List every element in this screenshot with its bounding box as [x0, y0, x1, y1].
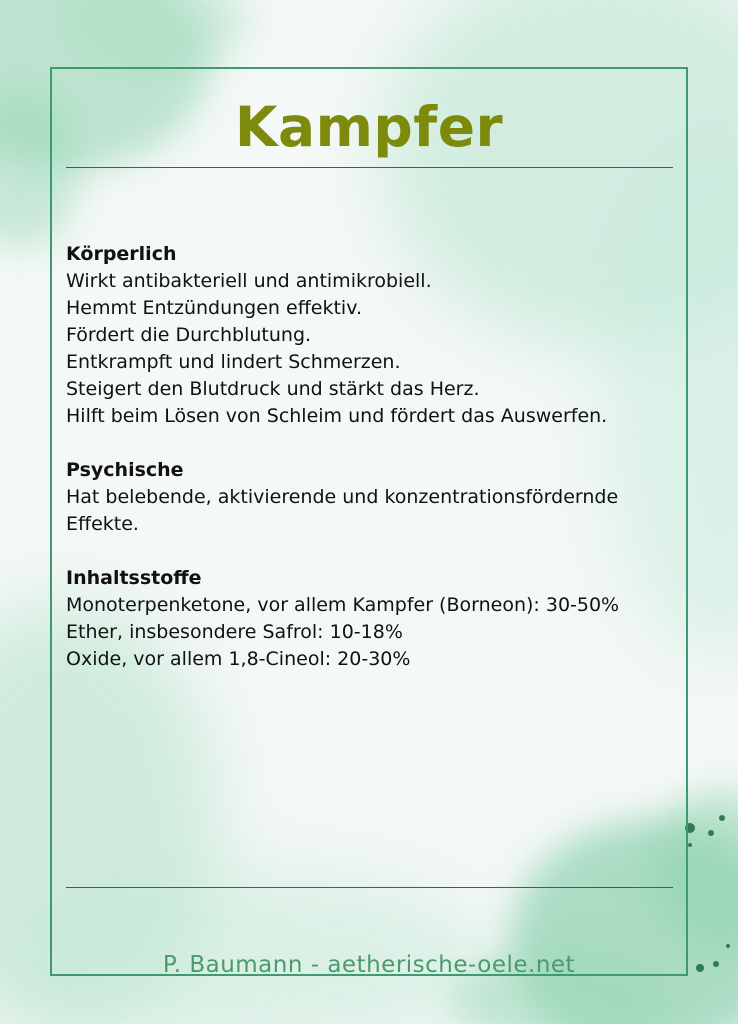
- text-line: Wirkt antibakteriell und antimikrobiell.: [66, 270, 432, 292]
- footer-credit: P. Baumann - aetherische-oele.net: [162, 952, 576, 978]
- section-inhaltsstoffe: [66, 565, 681, 673]
- page-title: Kampfer: [234, 95, 504, 159]
- text-line: Hemmt Entzündungen effektiv.: [66, 297, 363, 319]
- text-line: Hat belebende, aktivierende und konzentrationsfördernde: [66, 486, 619, 508]
- text-line: Oxide, vor allem 1,8-Cineol: 20-30%: [66, 648, 411, 670]
- section-koerperlich: [66, 241, 681, 430]
- section-heading: Inhaltsstoffe: [66, 567, 202, 589]
- text-line: Ether, insbesondere Safrol: 10-18%: [66, 621, 403, 643]
- top-divider: [66, 167, 673, 168]
- content: [66, 241, 681, 700]
- section-psychische: [66, 457, 681, 538]
- bottom-divider: [66, 887, 673, 888]
- text-line: Fördert die Durchblutung.: [66, 324, 312, 346]
- text-line: Effekte.: [66, 513, 139, 535]
- text-line: Entkrampft und lindert Schmerzen.: [66, 351, 401, 373]
- text-line: Steigert den Blutdruck und stärkt das Herz.: [66, 378, 480, 400]
- text-line: Hilft beim Lösen von Schleim und fördert das Auswerfen.: [66, 405, 608, 427]
- section-heading: Psychische: [66, 459, 184, 481]
- text-line: Monoterpenketone, vor allem Kampfer (Borneon): 30-50%: [66, 594, 620, 616]
- section-heading: Körperlich: [66, 243, 177, 265]
